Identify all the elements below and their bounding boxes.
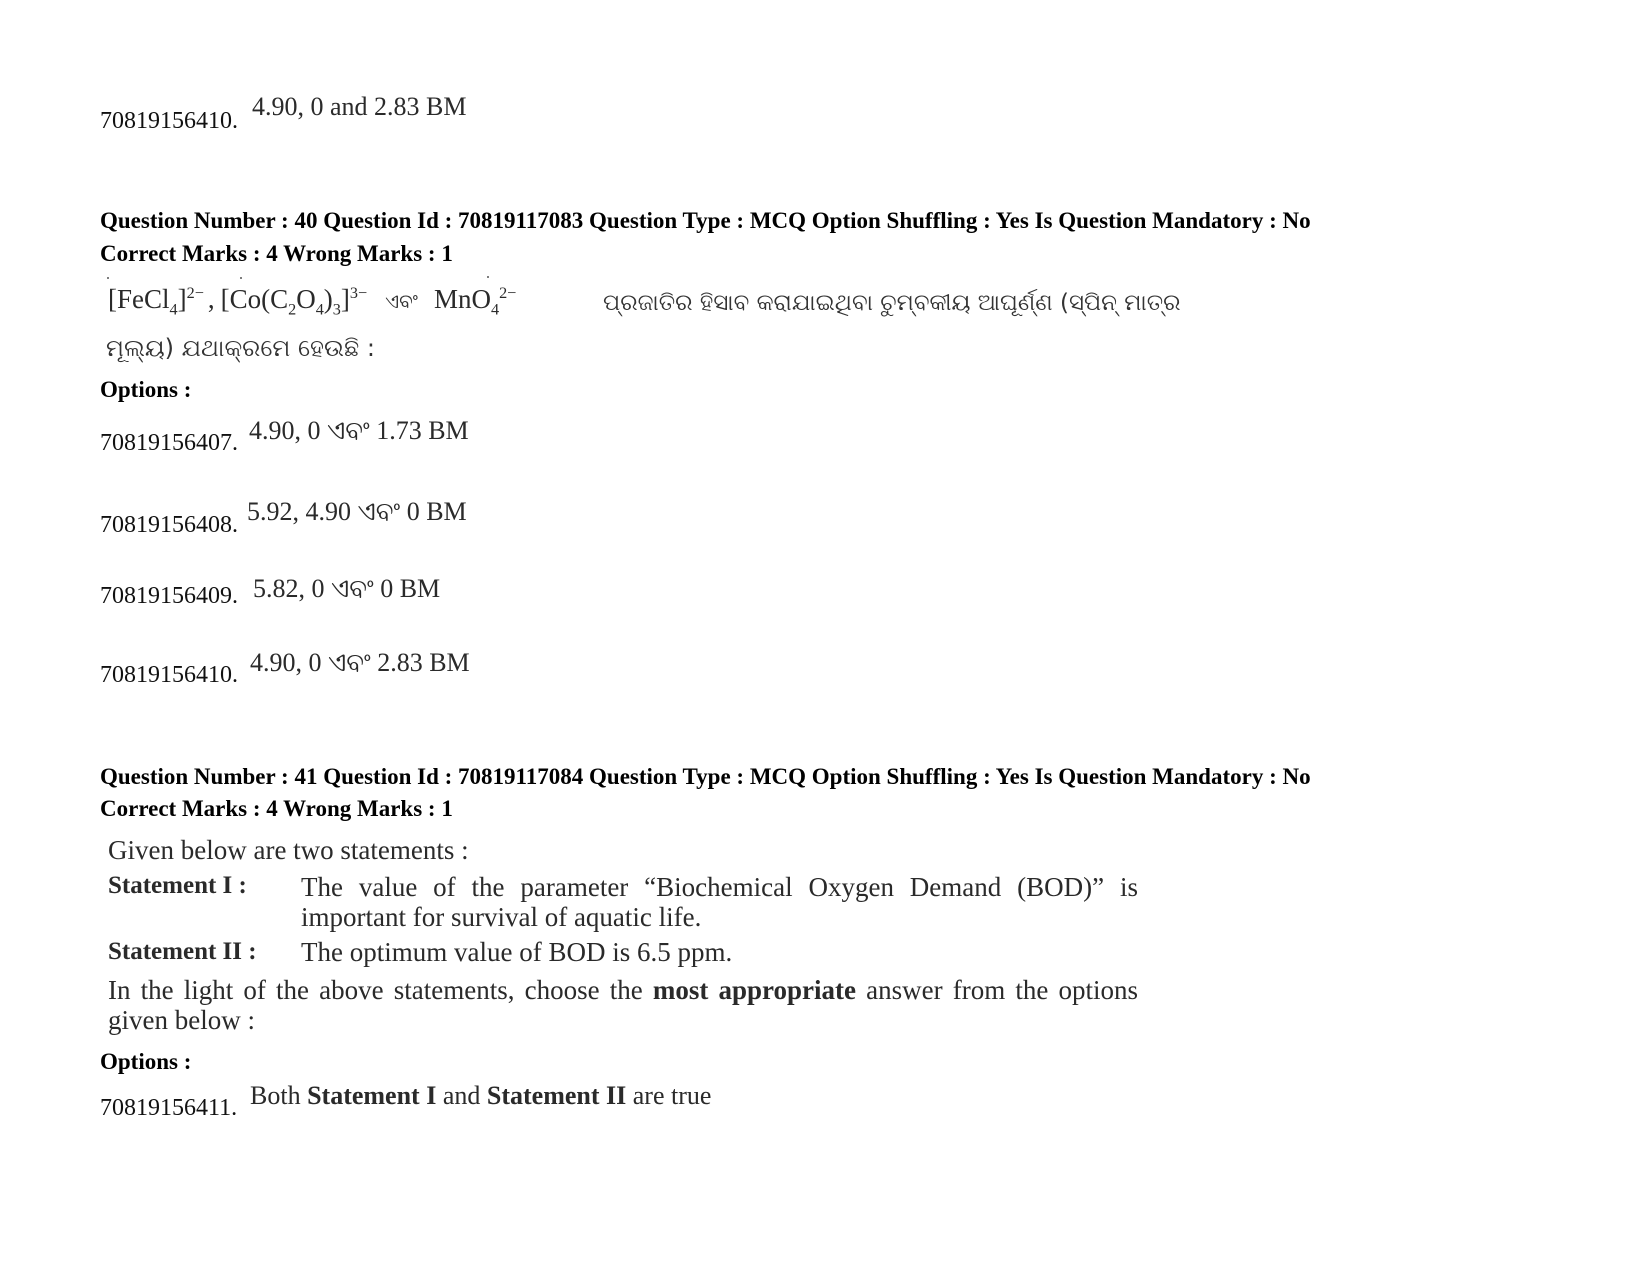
statement-1-text: The value of the parameter “Biochemical Oxygen Demand (BOD)” is [301,872,1138,902]
options-label: Options : [100,1049,192,1074]
scan-speck [107,277,109,279]
option-text-part: and [436,1081,487,1110]
option-text-bold: Statement II [486,1081,627,1110]
option-text: 4.90, 0 ଏବଂ 1.73 BM [249,416,469,445]
formula-co-sup: 3− [349,284,368,302]
formula-co-sub3: 3 [332,300,341,319]
formula-sep: , [207,284,215,314]
instruction-text: In the light of the above statements, choose the [108,975,653,1005]
question-40-formula [108,284,516,319]
question-41-marks: Correct Marks : 4 Wrong Marks : 1 [100,796,453,821]
option-text: 4.90, 0 and 2.83 BM [252,92,467,121]
question-40-meta: Question Number : 40 Question Id : 70819117083 Question Type : MCQ Option Shuffling : Yes Is Question Mandatory : No [100,208,1311,233]
option-id: 70819156410. [100,108,238,134]
question-41-intro: Given below are two statements : [108,835,469,865]
question-41-instruction-cont: given below : [108,1005,255,1035]
option-id: 70819156408. [100,512,238,538]
statement-1-text-cont: important for survival of aquatic life. [301,902,702,932]
formula-mno-sub: 4 [490,300,500,319]
formula-fecl: [FeCl [108,284,170,314]
statement-2-label: Statement II : [108,938,257,965]
option-id: 70819156411. [100,1095,238,1121]
formula-fecl-sup: 2− [186,284,204,302]
instruction-text-end: answer from the options [856,975,1138,1005]
formula-mno-sup: 2− [499,284,517,302]
option-text: 4.90, 0 ଏବଂ 2.83 BM [250,648,470,677]
question-40-text-line1: ପ୍ରଜାତିର ହିସାବ କରାଯାଇଥିବା ଚୁମ୍ବକୀୟ ଆଘୂର୍ଣ୍ଣ (ସ୍ପିନ୍ ମାତ୍ର [603,290,1181,316]
question-41-instruction [108,975,1138,1006]
formula-co-mid: O [296,284,316,314]
option-text: 5.92, 4.90 ଏବଂ 0 BM [247,497,467,526]
options-label: Options : [100,377,192,402]
statement-1-label: Statement I : [108,872,247,899]
formula-fecl-close: ] [177,284,187,314]
option-text-part: are true [626,1081,712,1110]
option-id: 70819156409. [100,583,238,609]
formula-co: [Co(C [220,284,289,314]
option-text-part: Both [250,1081,308,1110]
statement-2-text: The optimum value of BOD is 6.5 ppm. [301,937,733,967]
formula-co-close: ) [323,284,333,314]
scan-speck [240,277,242,279]
option-id: 70819156407. [100,430,238,456]
scan-speck [487,276,489,278]
option-text-bold: Statement I [307,1081,437,1110]
formula-and: ଏବଂ [385,289,418,313]
formula-co-sub2: 4 [315,300,324,319]
question-40-text-line2: ମୂଲ୍ୟ) ଯଥାକ୍ରମେ ହେଉଛି : [106,334,375,362]
option-text: 5.82, 0 ଏବଂ 0 BM [253,574,441,603]
formula-co-sub1: 2 [288,300,297,319]
formula-mno: MnO [433,284,491,314]
question-41-meta: Question Number : 41 Question Id : 70819117084 Question Type : MCQ Option Shuffling : Yes Is Question Mandatory : No [100,764,1311,789]
formula-fecl-sub: 4 [169,300,178,319]
question-40-marks: Correct Marks : 4 Wrong Marks : 1 [100,241,453,266]
instruction-emphasis: most appropriate [652,975,856,1005]
option-text [250,1081,711,1111]
option-id: 70819156410. [100,662,238,688]
formula-co-bracket: ] [340,284,350,314]
